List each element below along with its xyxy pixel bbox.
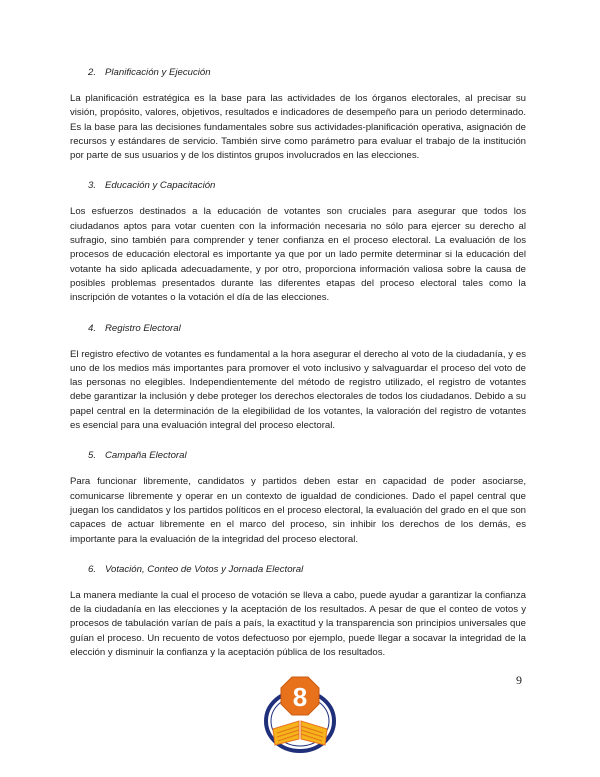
logo-graphic: [262, 673, 338, 755]
document-body: [70, 66, 526, 676]
section-heading: [70, 66, 526, 80]
section-campana: [70, 449, 526, 546]
section-paragraph: Para funcionar libremente, candidatos y partidos deben estar en capacidad de poder asociarse, comunicarse libremente y operar en un contexto de igualdad de condiciones. Dado el papel central que juegan los candidatos y los partidos políticos en el proceso electoral, la evaluación del grado en el que son capaces de actuar libremente en el marco del proceso, sin inhibir los derechos de los demás, es importante para la evaluación de la integridad del proceso electoral.: [70, 476, 526, 545]
section-number: 6.: [88, 563, 97, 575]
section-title: Educación y Capacitación: [105, 180, 216, 192]
section-heading: [70, 563, 526, 577]
section-title: Registro Electoral: [105, 322, 181, 334]
section-title: Campaña Electoral: [105, 450, 187, 462]
section-paragraph: La manera mediante la cual el proceso de votación se lleva a cabo, puede ayudar a garantizar la confianza de la ciudadanía en las elecciones y la aceptación de los resultados. A pesar de que el conteo de votos y procesos de tabulación varían de país a país, la exactitud y la transparencia son principios universales que guían el proceso. Un recuento de votos defectuoso por ejemplo, puede llegar a socavar la integridad de la elección y disminuir la confianza y la aceptación pública de los resultados.: [70, 589, 526, 659]
section-paragraph: El registro efectivo de votantes es fundamental a la hora asegurar el derecho al voto de la ciudadanía, y es uno de los medios más importantes para promover el voto inclusivo y salvaguardar el proceso del voto de las personas no elegibles. Independientemente del método de registro utilizado, el registro de votantes debe garantizar la inclusión y debe proteger los derechos electorales de todos los ciudadanos. Debido a su papel central en la determinación de la elegibilidad de los votantes, la valoración del registro de votantes es esencial para una evaluación integral del proceso electoral.: [70, 348, 526, 432]
section-number: 2.: [88, 67, 97, 78]
section-heading: [70, 322, 526, 336]
section-title: Votación, Conteo de Votos y Jornada Electoral: [105, 563, 304, 575]
section-paragraph: La planificación estratégica es la base para las actividades de los órganos electorales, al precisar su visión, propósito, valores, objetivos, resultados e indicadores de desempeño para un periodo determinado. Es la base para las decisiones fundamentales sobre sus actividades-planificación operativa, asignación de recursos y estándares de servicio. También sirve como parámetro para evaluar el trabajo de la institución por parte de sus usuarios y de los distintos grupos involucrados en las elecciones.: [70, 93, 526, 162]
section-heading: [70, 179, 526, 193]
section-educacion: [70, 179, 526, 305]
page-number: 9: [516, 673, 522, 687]
section-number: 5.: [88, 450, 97, 462]
section-registro: [70, 322, 526, 434]
section-title: Planificación y Ejecución: [105, 67, 211, 78]
section-number: 3.: [88, 180, 97, 192]
institution-logo: [262, 673, 338, 755]
section-votacion: [70, 563, 526, 660]
section-planificacion: [70, 66, 526, 163]
section-paragraph: Los esfuerzos destinados a la educación de votantes son cruciales para asegurar que todos los ciudadanos aptos para votar cuenten con la información necesaria no sólo para ejercer su derecho al sufragio, sino también para comprender y tener confianza en el proceso electoral. La evaluación de los procesos de educación electoral es importante ya que por un lado permite determinar si la educación del votante ha sido aplicada adecuadamente, y por otro, proporciona información valiosa sobre la causa de posibles problemas presentados durante las diferentes etapas del proceso electoral tales como la inscripción de votantes o la votación el día de las elecciones.: [70, 206, 526, 304]
section-heading: [70, 449, 526, 463]
logo-number: 8: [292, 682, 308, 712]
section-number: 4.: [88, 322, 97, 334]
